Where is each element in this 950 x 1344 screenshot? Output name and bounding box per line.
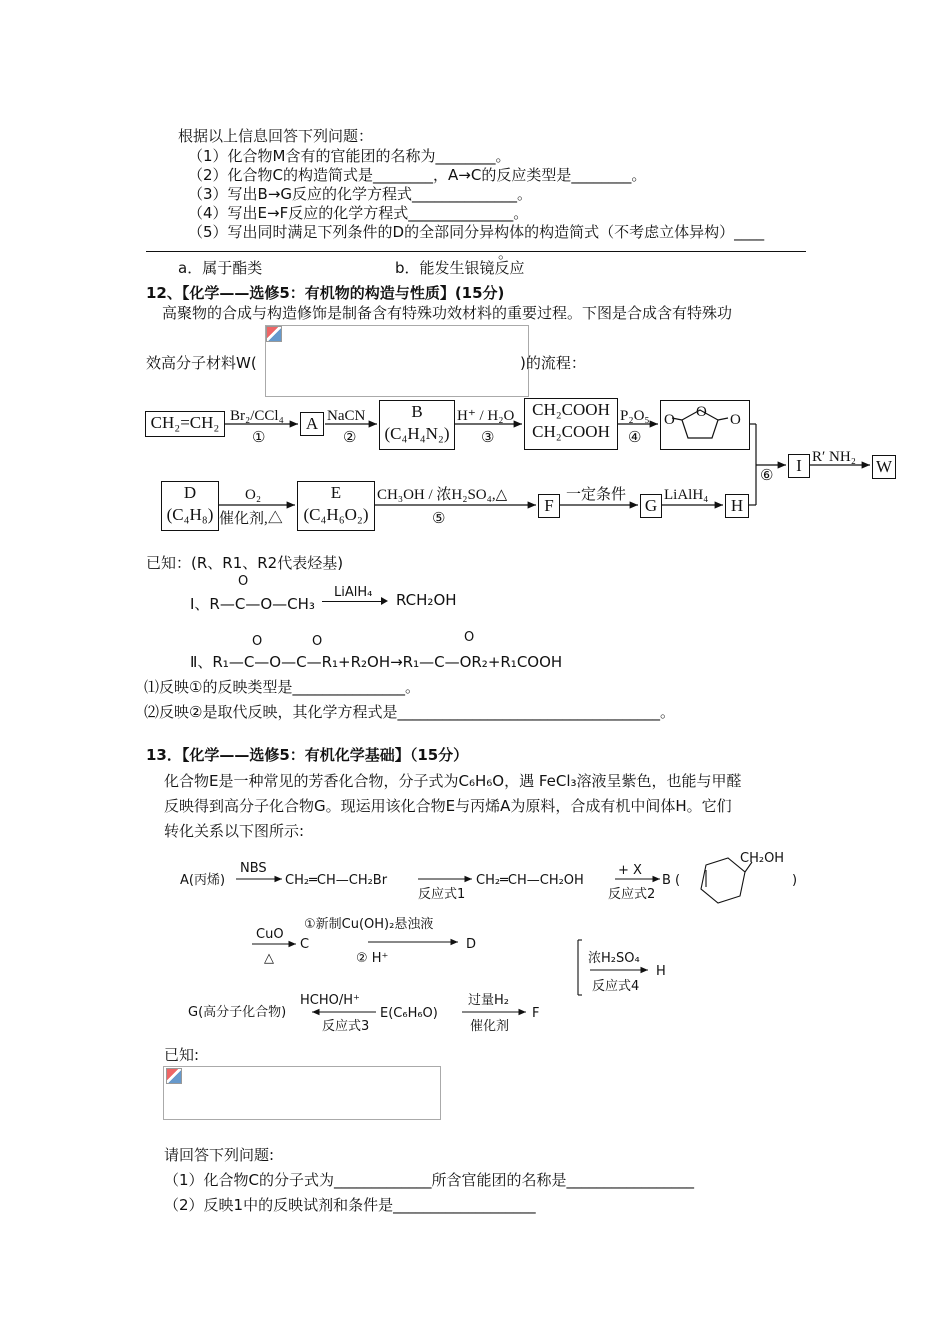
reagent-lialh4: LiAlH₄ [664, 487, 709, 503]
q13-header: 13．【化学——选修5：有机化学基础】（15分） [146, 746, 469, 764]
allyl-alcohol: CH₂═CH—CH₂OH [476, 873, 584, 888]
part1-q5: （5）写出同时满足下列条件的D的全部同分异构体的构造简式（不考虑立体异构）____ [188, 223, 765, 241]
reagent-o2: O₂ [245, 487, 262, 503]
q13-intro-3: 转化关系以下图所示: [164, 822, 305, 840]
known2-carbonyl-o-1: O [252, 634, 263, 649]
known1-product: RCH₂OH [396, 591, 457, 609]
part1-q5-end: 。 [498, 244, 514, 262]
reaction-label-2: 反应式2 [608, 887, 656, 902]
known1-carbonyl-o: O [238, 574, 249, 589]
known2-carbonyl-o-2: O [312, 634, 323, 649]
q12-subquestion-2: ⑵反映②是取代反映，其化学方程式是___________________________________。 [144, 703, 675, 721]
allyl-bromide: CH₂═CH—CH₂Br [285, 873, 388, 888]
step-number-1: ① [252, 430, 266, 446]
compound-b-close: ) [792, 873, 798, 888]
reagent-nacn: NaCN [327, 408, 366, 424]
part1-intro: 根据以上信息回答下列问题： [178, 127, 374, 145]
reagent-amine: R′ NH₂ [812, 449, 856, 465]
step-number-4: ④ [628, 430, 642, 446]
step-acid: ② H⁺ [356, 951, 389, 966]
reagent-cuo: CuO [256, 927, 284, 942]
compound-g-polymer: G(高分子化合物) [188, 1005, 287, 1020]
succinic-acid-line2: CH₂COOH [532, 422, 610, 441]
anhydride-carbonyl-o-left: O [664, 412, 675, 428]
reaction-label-1: 反应式1 [418, 887, 466, 902]
compound-e-phenol: E(C₆H₆O) [380, 1006, 438, 1021]
compound-f: F [532, 1006, 540, 1021]
step-number-6: ⑥ [760, 468, 774, 484]
compound-a-box: A [300, 412, 324, 436]
q13-subquestion-1: （1）化合物C的分子式为_____________所含官能团的名称是_________________ [164, 1171, 695, 1189]
reagent-plus-x: + X [618, 863, 642, 878]
reagent-br2-ccl4: Br₂/CCl₄ [230, 408, 284, 424]
anhydride-carbonyl-o-right: O [730, 412, 741, 428]
part1-q4: （4）写出E→F反应的化学方程式______________。 [188, 204, 529, 222]
compound-h: H [656, 964, 666, 979]
ch2oh-substituent: CH₂OH [740, 851, 785, 866]
reagent-methanol-h2so4: CH₃OH / 浓H₂SO₄,△ [377, 487, 508, 503]
compound-e-formula: (C₄H₆O₂) [303, 505, 369, 524]
step-number-5: ⑤ [432, 511, 446, 527]
compound-e-label: E [330, 483, 342, 502]
reagent-heat: △ [264, 951, 274, 966]
step-number-3: ③ [481, 430, 495, 446]
reaction-label-3: 反应式3 [322, 1019, 370, 1034]
compound-d-label: D [183, 483, 197, 502]
compound-a-propene: A(丙烯) [180, 873, 226, 888]
condition-b: b．能发生银镜反应 [395, 259, 525, 277]
q13-known-label: 已知: [164, 1046, 200, 1064]
known1-reagent: LiAlH₄ [334, 585, 373, 600]
known2-carbonyl-o-3: O [464, 630, 475, 645]
reagent-hcho: HCHO/H⁺ [300, 993, 360, 1008]
compound-f-box: F [538, 494, 560, 518]
q12-intro-1: 高聚物的合成与构造修饰是制备含有特殊功效材料的重要过程。下图是合成含有特殊功 [162, 304, 733, 322]
ethylene-box: CH₂=CH₂ [145, 411, 225, 437]
q12-known-label: 已知：(R、R1、R2代表烃基) [146, 554, 344, 572]
compound-b-label: B ( [662, 873, 681, 888]
reagent-p2o5: P₂O₅ [620, 408, 650, 424]
compound-d-formula: (C₄H₈) [166, 505, 214, 524]
step-number-2: ② [343, 430, 357, 446]
reagent-conc-h2so4: 浓H₂SO₄ [588, 951, 640, 966]
known-info-image [163, 1066, 441, 1120]
compound-b-formula: (C₄H₄N₂) [384, 424, 450, 443]
reagent-certain-conditions: 一定条件 [566, 487, 627, 503]
q12-intro-2a: 效高分子材料W( [146, 354, 257, 372]
reagent-catalyst: 催化剂 [470, 1019, 510, 1034]
compound-i-box: I [788, 454, 810, 478]
q12-subquestion-1: ⑴反映①的反映类型是_______________。 [144, 678, 420, 696]
succinic-acid-line1: CH₂COOH [532, 400, 610, 419]
reaction-label-4: 反应式4 [592, 979, 640, 994]
compound-c: C [300, 937, 310, 952]
compound-d: D [466, 937, 477, 952]
q13-subquestion-2: （2）反映1中的反映试剂和条件是___________________ [164, 1196, 536, 1214]
reagent-catalyst-heat: 催化剂,△ [219, 511, 283, 527]
q12-intro-2b: )的流程： [520, 354, 586, 372]
condition-a: a．属于酯类 [178, 259, 263, 277]
q13-intro-1: 化合物E是一种常见的芳香化合物，分子式为C₆H₆O，遇 FeCl₃溶液呈紫色，也能与甲醛 [164, 772, 742, 790]
known2-equation: Ⅱ、R₁—C—O—C—R₁+R₂OH→R₁—C—OR₂+R₁COOH [190, 653, 563, 671]
compound-h-box: H [725, 494, 749, 518]
anhydride-oxygen: O [696, 404, 707, 420]
part1-q2: （2）化合物C的构造简式是________，A→C的反应类型是________。 [188, 166, 647, 184]
compound-w-box: W [872, 455, 896, 479]
known1-equation: Ⅰ、R—C—O—CH₃ [190, 595, 315, 613]
q12-header: 12、【化学——选修5：有机物的构造与性质】(15分) [146, 284, 505, 302]
step-fehling: ①新制Cu(OH)₂悬浊液 [304, 917, 434, 932]
compound-g-box: G [640, 494, 662, 518]
reagent-acid-water: H⁺ / H₂O [457, 408, 515, 424]
q13-ask: 请回答下列问题: [164, 1146, 275, 1164]
broken-image-icon [166, 1068, 182, 1084]
q13-intro-2: 反映得到高分子化合物G。现运用该化合物E与丙烯A为原料，合成有机中间体H。它们 [164, 797, 732, 815]
part1-q1: （1）化合物M含有的官能团的名称为________。 [188, 147, 511, 165]
compound-b-label: B [411, 402, 423, 421]
reagent-nbs: NBS [240, 861, 267, 876]
reagent-excess-h2: 过量H₂ [468, 993, 509, 1008]
part1-q3: （3）写出B→G反应的化学方程式______________。 [188, 185, 533, 203]
